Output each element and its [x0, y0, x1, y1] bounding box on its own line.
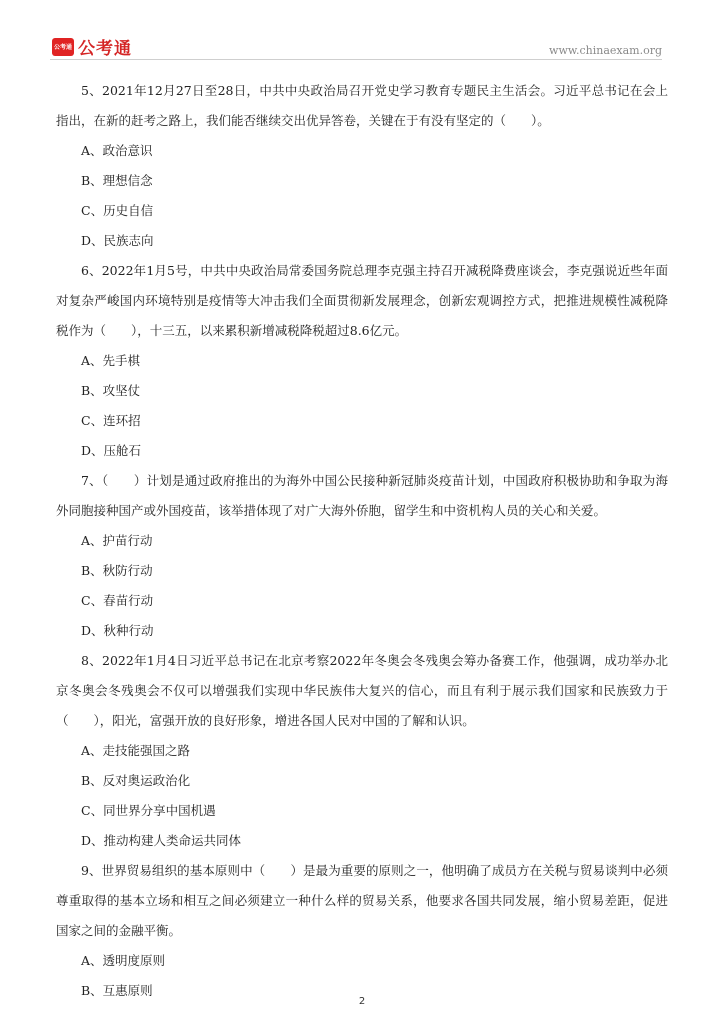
answer-option: B、攻坚仗 [81, 383, 141, 398]
question-stem: 9、世界贸易组织的基本原则中（ ）是最为重要的原则之一，他明确了成员方在关税与贸易谈判中必须尊重取得的基本立场和相互之间必须建立一种什么样的贸易关系，他要求各国共同发展，缩小贸易差距，促进国家之间的金融平衡。 [56, 863, 668, 938]
question-list [56, 76, 668, 1006]
answer-option: B、秋防行动 [81, 563, 153, 578]
answer-option: B、反对奥运政治化 [81, 773, 191, 788]
question-stem: 5、2021年12月27日至28日，中共中央政治局召开党史学习教育专题民主生活会。习近平总书记在会上指出，在新的赶考之路上，我们能否继续交出优异答卷，关键在于有没有坚定的（ ）。 [56, 83, 668, 128]
question-block [56, 646, 668, 856]
answer-option: A、政治意识 [81, 143, 153, 158]
answer-option: A、走技能强国之路 [81, 743, 191, 758]
page-header [50, 34, 662, 58]
answer-option: A、先手棋 [81, 353, 141, 368]
question-stem: 8、2022年1月4日习近平总书记在北京考察2022年冬奥会冬残奥会筹办备赛工作，他强调，成功举办北京冬奥会冬残奥会不仅可以增强我们实现中华民族伟大复兴的信心，而且有利于展示我们国家和民族致力于（ ），阳光，富强开放的良好形象，增进各国人民对中国的了解和认识。 [56, 653, 668, 728]
answer-option: D、秋种行动 [81, 623, 154, 638]
answer-option: D、民族志向 [81, 233, 154, 248]
answer-option: A、护苗行动 [81, 533, 153, 548]
question-block [56, 76, 668, 256]
question-block [56, 466, 668, 646]
answer-option: C、历史自信 [81, 203, 154, 218]
answer-option: B、理想信念 [81, 173, 153, 188]
logo-badge-icon: 公考通 [52, 38, 74, 56]
header-divider [50, 59, 662, 60]
site-url: www.chinaexam.org [549, 44, 662, 57]
answer-option: C、春苗行动 [81, 593, 154, 608]
page-number: 2 [358, 996, 366, 1007]
logo-text: 公考通 [78, 39, 132, 59]
question-block [56, 256, 668, 466]
logo [52, 34, 132, 59]
answer-option: C、连环招 [81, 413, 141, 428]
answer-option: A、透明度原则 [81, 953, 166, 968]
answer-option: D、推动构建人类命运共同体 [81, 833, 242, 848]
answer-option: D、压舱石 [81, 443, 142, 458]
question-stem: 7、（ ）计划是通过政府推出的为海外中国公民接种新冠肺炎疫苗计划，中国政府积极协助和争取为海外同胞接种国产或外国疫苗，该举措体现了对广大海外侨胞，留学生和中资机构人员的关心和关爱。 [56, 473, 668, 518]
answer-option: B、互惠原则 [81, 983, 153, 998]
answer-option: C、同世界分享中国机遇 [81, 803, 216, 818]
question-block [56, 856, 668, 1006]
question-stem: 6、2022年1月5号，中共中央政治局常委国务院总理李克强主持召开减税降费座谈会，李克强说近些年面对复杂严峻国内环境特别是疫情等大冲击我们全面贯彻新发展理念，创新宏观调控方式，把推进规模性减税降税作为（ ），十三五，以来累积新增减税降税超过8.6亿元。 [56, 263, 668, 338]
